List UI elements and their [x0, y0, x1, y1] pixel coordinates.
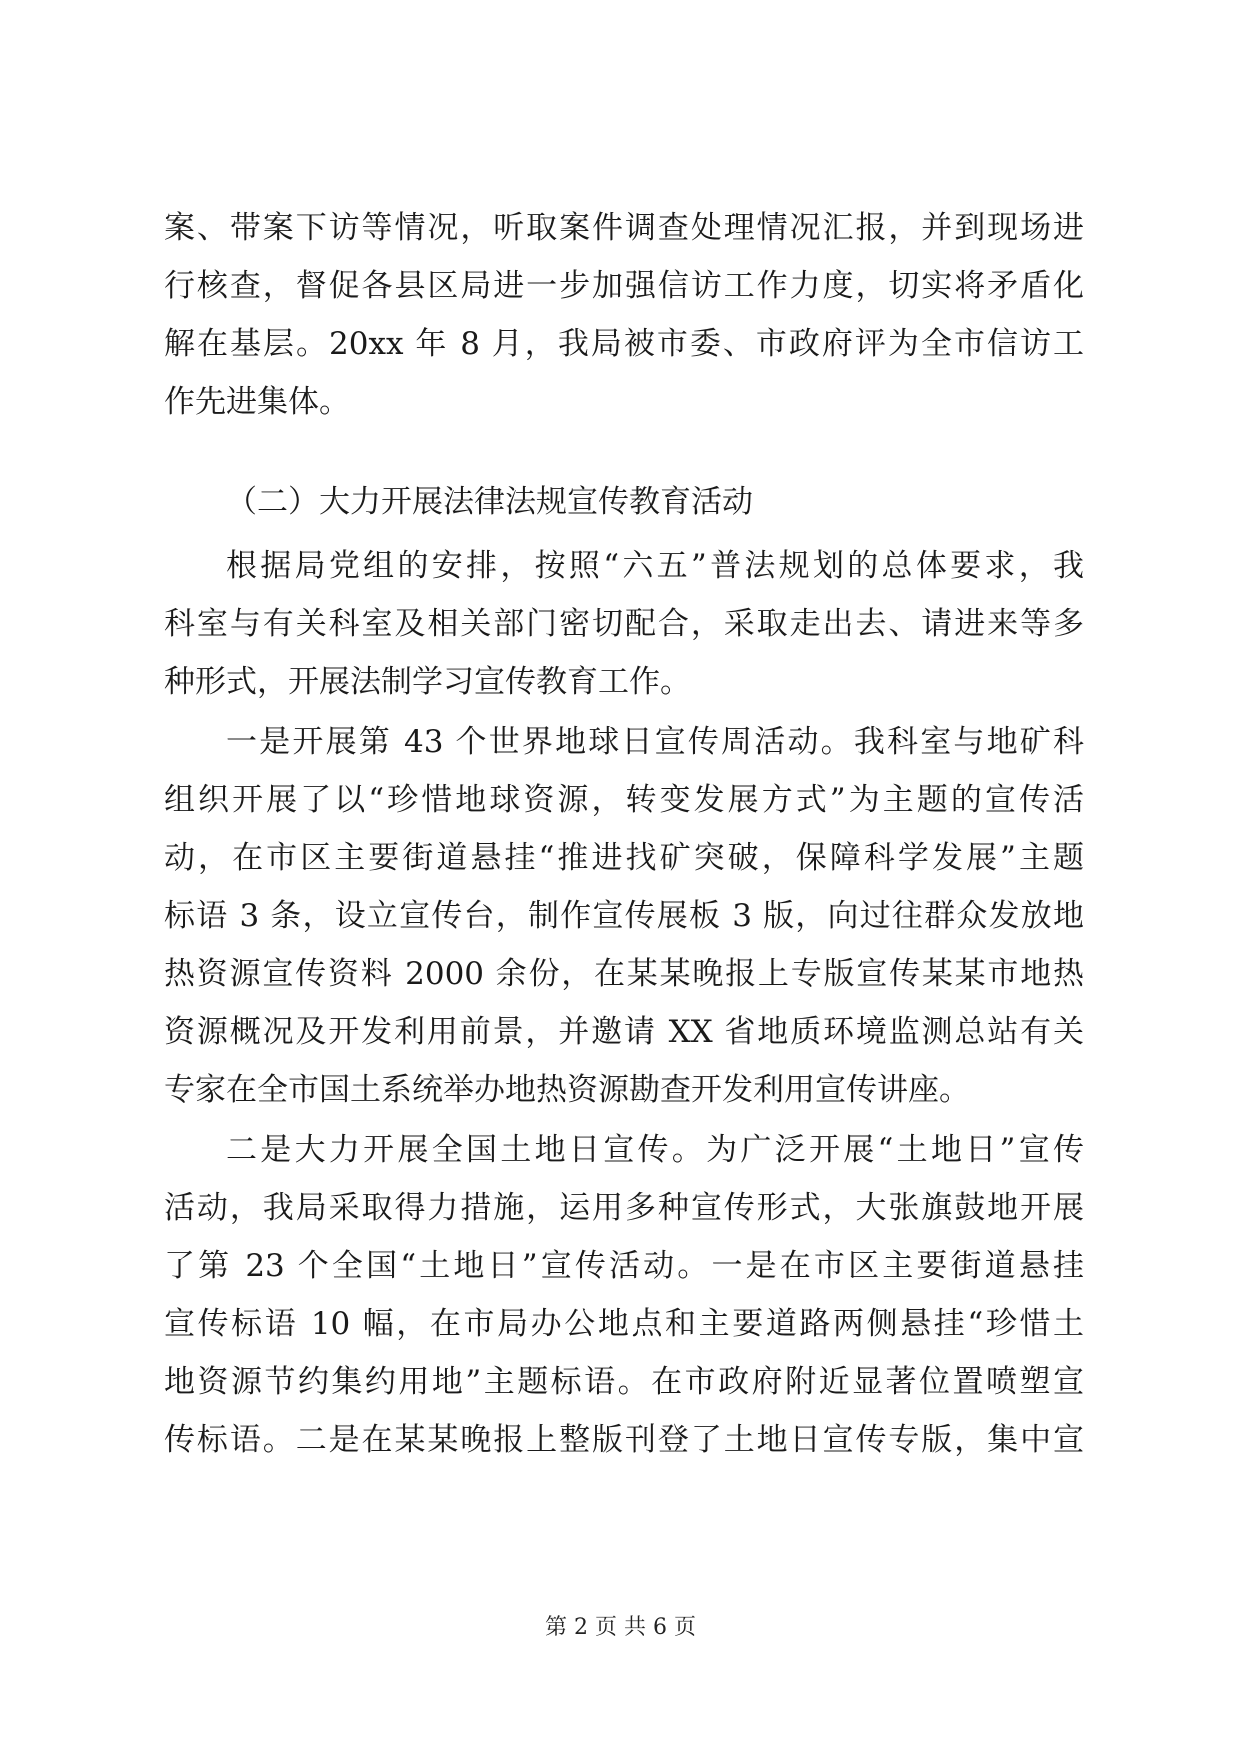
text-line: 标语 3 条，设立宣传台，制作宣传展板 3 版，向过往群众发放地	[164, 898, 1084, 934]
text-line: 资源概况及开发利用前景，并邀请 XX 省地质环境监测总站有关	[164, 1014, 1084, 1050]
text-line: 解在基层。20xx 年 8 月，我局被市委、市政府评为全市信访工	[164, 326, 1084, 362]
text-line: 了第 23 个全国“土地日”宣传活动。一是在市区主要街道悬挂	[164, 1248, 1084, 1284]
paragraph-first-line: 一是开展第 43 个世界地球日宣传周活动。我科室与地矿科	[226, 724, 1084, 760]
text-line: 种形式，开展法制学习宣传教育工作。	[164, 664, 691, 700]
text-line: 行核查，督促各县区局进一步加强信访工作力度，切实将矛盾化	[164, 268, 1084, 304]
text-line: 传标语。二是在某某晚报上整版刊登了土地日宣传专版，集中宣	[164, 1422, 1084, 1458]
section-heading: （二）大力开展法律法规宣传教育活动	[226, 484, 753, 520]
text-line: 地资源节约集约用地”主题标语。在市政府附近显著位置喷塑宣	[164, 1364, 1084, 1400]
text-line: 动，在市区主要街道悬挂“推进找矿突破，保障科学发展”主题	[164, 840, 1084, 876]
text-line: 案、带案下访等情况，听取案件调查处理情况汇报，并到现场进	[164, 210, 1084, 246]
paragraph-first-line: 根据局党组的安排，按照“六五”普法规划的总体要求，我	[226, 548, 1084, 584]
paragraph-first-line: 二是大力开展全国土地日宣传。为广泛开展“土地日”宣传	[226, 1132, 1084, 1168]
text-line: 组织开展了以“珍惜地球资源，转变发展方式”为主题的宣传活	[164, 782, 1084, 818]
text-line: 作先进集体。	[164, 384, 350, 420]
text-line: 宣传标语 10 幅，在市局办公地点和主要道路两侧悬挂“珍惜土	[164, 1306, 1084, 1342]
text-line: 科室与有关科室及相关部门密切配合，采取走出去、请进来等多	[164, 606, 1084, 642]
text-line: 专家在全市国土系统举办地热资源勘查开发利用宣传讲座。	[164, 1072, 970, 1108]
text-line: 活动，我局采取得力措施，运用多种宣传形式，大张旗鼓地开展	[164, 1190, 1084, 1226]
page-number-footer: 第 2 页 共 6 页	[545, 1615, 696, 1640]
text-line: 热资源宣传资料 2000 余份，在某某晚报上专版宣传某某市地热	[164, 956, 1084, 992]
